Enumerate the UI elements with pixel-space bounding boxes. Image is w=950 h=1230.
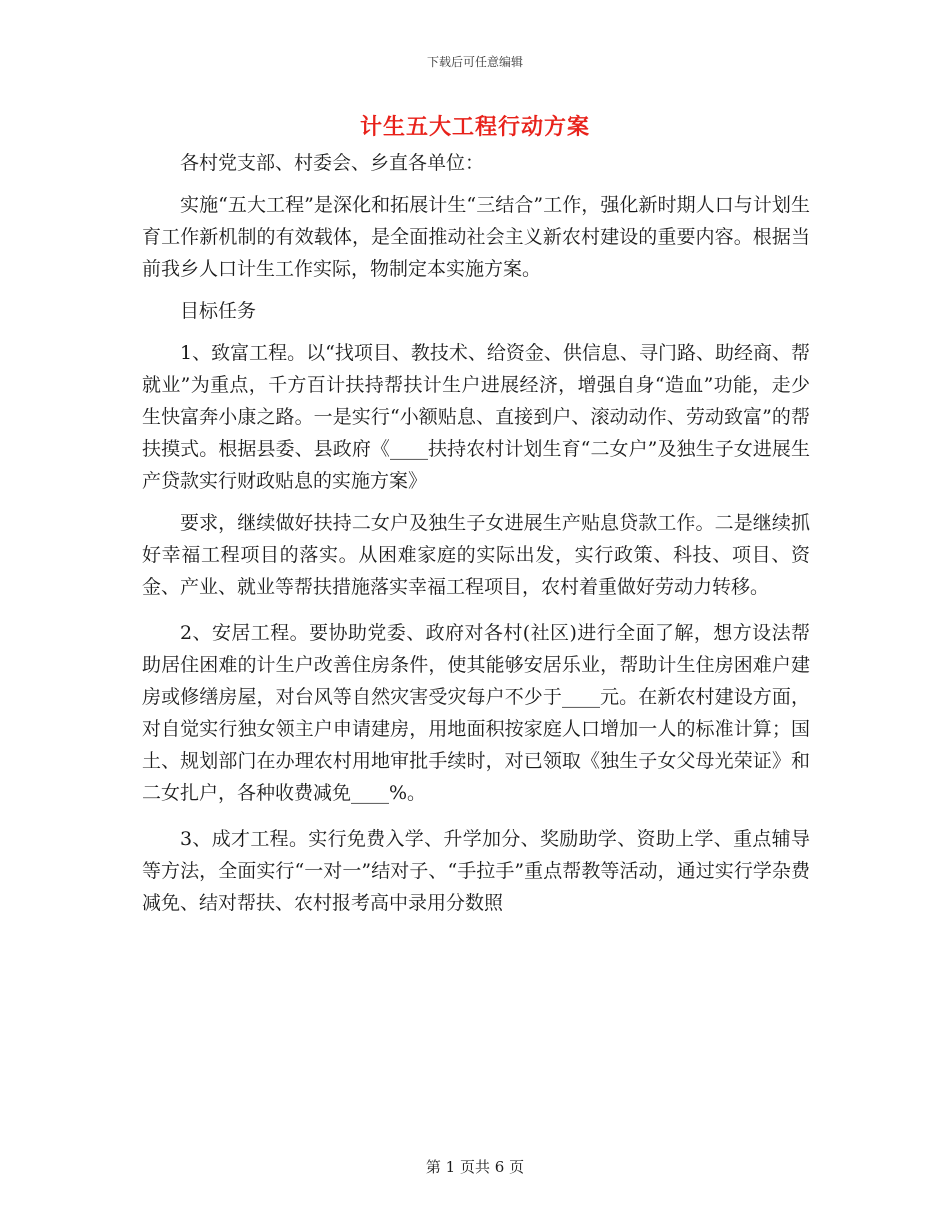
document-body (142, 147, 810, 929)
page-header-note: 下载后可任意编辑 (426, 55, 523, 69)
paragraph-housing-project: 2、安居工程。要协助党委、政府对各村(社区)进行全面了解，想方设法帮助居住困难的计生户改善住房条件，使其能够安居乐业，帮助计生住房困难户建房或修缮房屋，对台风等自然灾害受灾每户不少于____元。在新农村建设方面，对自觉实行独女领主户申请建房，用地面积按家庭人口增加一人的标准计算；国土、规划部门在办理农村用地审批手续时，对已领取《独生子女父母光荣证》和二女扎户，各种收费减免____%。 (142, 622, 810, 804)
paragraph-section-heading: 目标任务 (180, 300, 257, 322)
paragraph-wealth-requirements: 要求，继续做好扶持二女户及独生子女进展生产贴息贷款工作。二是继续抓好幸福工程项目的落实。从困难家庭的实际出发，实行政策、科技、项目、资金、产业、就业等帮扶措施落实幸福工程项目，农村着重做好劳动力转移。 (142, 512, 810, 598)
page-number: 第 1 页共 6 页 (425, 1158, 525, 1176)
paragraph-intro: 实施“五大工程”是深化和拓展计生“三结合”工作，强化新时期人口与计划生育工作新机制的有效载体，是全面推动社会主义新农村建设的重要内容。根据当前我乡人口计生工作实际，物制定本实施方案。 (142, 194, 810, 280)
paragraph-wealth-project: 1、致富工程。以“找项目、教技术、给资金、供信息、寻门路、助经商、帮就业”为重点，千方百计扶持帮扶计生户进展经济，增强自身“造血”功能，走少生快富奔小康之路。一是实行“小额贴息、直接到户、滚动动作、劳动致富”的帮扶摸式。根据县委、县政府《____扶持农村计划生育“二女户”及独生子女进展生产贷款实行财政贴息的实施方案》 (142, 342, 810, 492)
document-title: 计生五大工程行动方案 (359, 114, 590, 140)
paragraph-salutation: 各村党支部、村委会、乡直各单位： (180, 152, 485, 174)
paragraph-education-project: 3、成才工程。实行免费入学、升学加分、奖励助学、资助上学、重点辅导等方法，全面实行“一对一”结对子、“手拉手”重点帮教等活动，通过实行学杂费减免、结对帮扶、农村报考高中录用分数照 (142, 828, 810, 914)
